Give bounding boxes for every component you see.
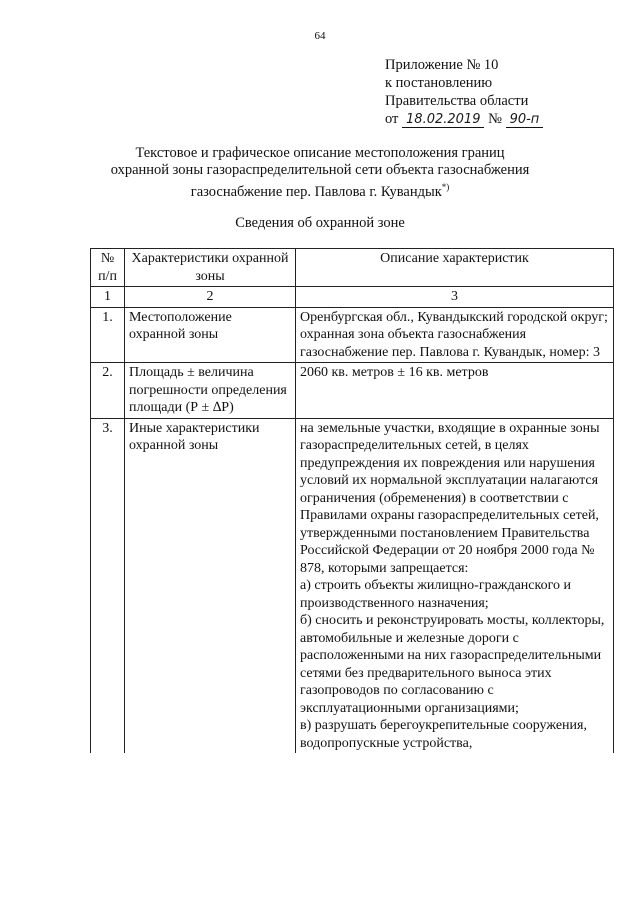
column-number-row — [91, 287, 614, 308]
section-subtitle: Сведения об охранной зоне — [235, 215, 405, 231]
page-number: 64 — [314, 30, 326, 42]
title-line-1: Текстовое и графическое описание местоположения границ — [135, 145, 505, 161]
header-characteristic: Характеристики охранной зоны — [125, 249, 296, 287]
row-description: 2060 кв. метров ± 16 кв. метров — [296, 363, 614, 419]
row-characteristic: Местоположение охранной зоны — [125, 307, 296, 363]
list-item: а) строить объекты жилищно-гражданского и производственного назначения; — [300, 578, 571, 611]
column-number: 2 — [125, 287, 296, 308]
title-line-3: газоснабжение пер. Павлова г. Кувандык — [190, 183, 442, 200]
number-sign: № — [488, 111, 502, 127]
header-number: № п/п — [91, 249, 125, 287]
document-title — [90, 145, 550, 201]
date-prefix: от — [385, 111, 399, 127]
table-header-row — [91, 249, 614, 287]
row-number: 1. — [91, 307, 125, 363]
table-row — [91, 363, 614, 419]
zone-info-table — [90, 248, 614, 753]
table-row — [91, 307, 614, 363]
appendix-date-line — [385, 110, 543, 129]
row-description: Оренбургская обл., Кувандыкский городской округ; охранная зона объекта газоснабжения газоснабжение пер. Павлова г. Кувандык, номер: 3 — [296, 307, 614, 363]
appendix-line-3: Правительства области — [385, 93, 529, 109]
handwritten-number: 90-п — [506, 112, 544, 128]
appendix-line-2: к постановлению — [385, 75, 493, 91]
list-item: б) сносить и реконструировать мосты, коллекторы, автомобильные и железные дороги с расположенными на них газораспределительными сетями без предварительного выноса этих газопроводов по согласованию с эксплуатационными организациями; — [300, 613, 605, 716]
footnote-mark: *) — [441, 182, 450, 192]
list-item: в) разрушать берегоукрепительные сооружения, водопропускные устройства, — [300, 718, 587, 751]
title-line-2: охранной зоны газораспределительной сети объекта газоснабжения — [110, 162, 530, 178]
column-number: 3 — [296, 287, 614, 308]
row-number: 3. — [91, 418, 125, 753]
appendix-block — [385, 56, 543, 129]
row-characteristic: Площадь ± величина погрешности определения площади (Р ± ∆Р) — [125, 363, 296, 419]
row-characteristic: Иные характеристики охранной зоны — [125, 418, 296, 753]
table-row — [91, 418, 614, 753]
row-description: на земельные участки, входящие в охранные зоны газораспределительных сетей, в целях предупреждения их повреждения или нарушения условий их нормальной эксплуатации налагаются ограничения (обременения) в соответствии с Правилами охраны газораспределительных сетей, утвержденными постановлением Правительства Российской Федерации от 20 ноября 2000 года № 878, которыми запрещается: — [300, 420, 600, 576]
row-description-cell — [296, 418, 614, 753]
header-description: Описание характеристик — [296, 249, 614, 287]
handwritten-date: 18.02.2019 — [402, 112, 484, 128]
row-number: 2. — [91, 363, 125, 419]
column-number: 1 — [91, 287, 125, 308]
appendix-line-1: Приложение № 10 — [385, 57, 499, 73]
